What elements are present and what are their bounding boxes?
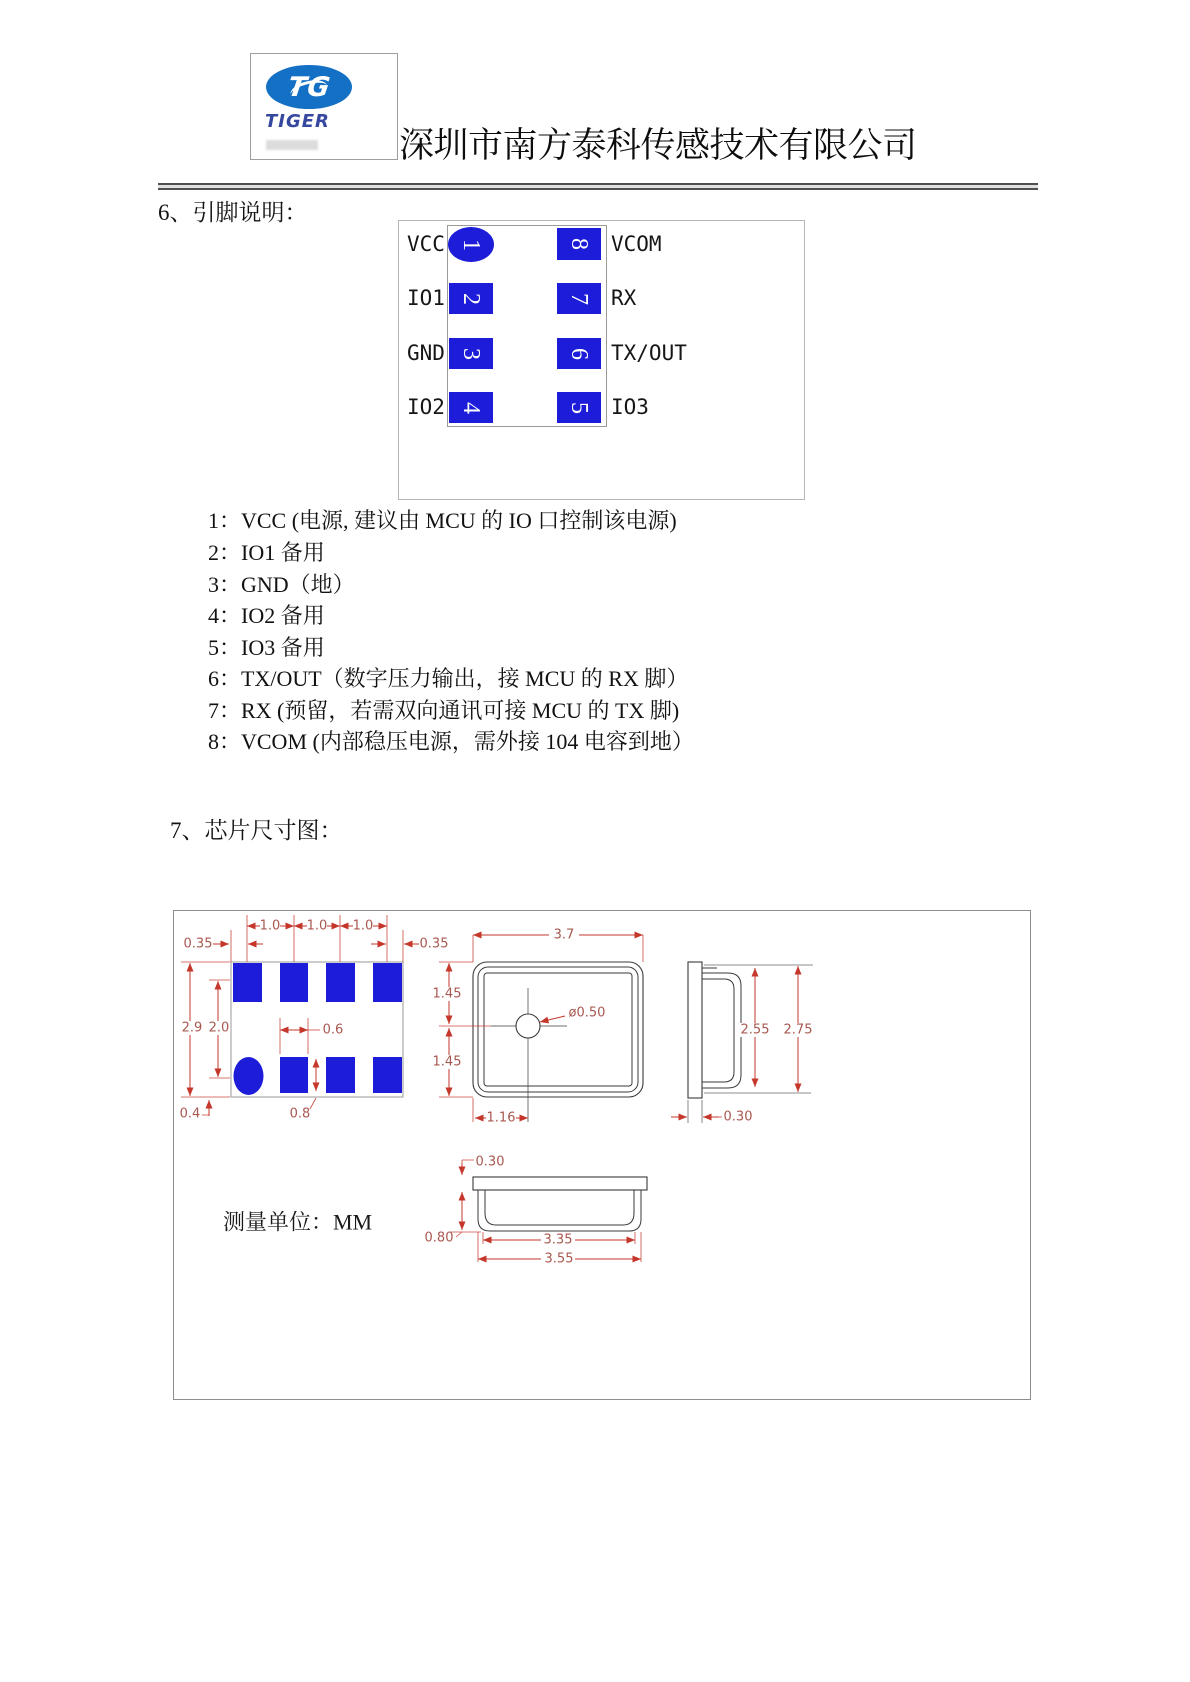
dim-front-lid: 0.30 xyxy=(475,1154,505,1170)
header-rule xyxy=(158,183,1038,190)
logo-brand-text: TIGER xyxy=(265,111,330,132)
land-pad xyxy=(326,963,355,1002)
dim-edge-right: 0.35 xyxy=(419,936,449,952)
land-pad xyxy=(373,963,402,1002)
chip-dimension-figure xyxy=(173,910,1031,1400)
pin-number: 8 xyxy=(566,238,592,250)
logo-smudge xyxy=(266,140,318,150)
dim-pitch-2: 1.0 xyxy=(306,918,328,934)
pin-label-io1: IO1 xyxy=(407,286,445,310)
dim-pitch-3: 1.0 xyxy=(352,918,374,934)
land-pad xyxy=(280,963,308,1002)
pin-number: 7 xyxy=(566,292,592,305)
pin-pad-2 xyxy=(449,283,493,314)
company-logo xyxy=(250,53,398,160)
dim-pitch-1: 1.0 xyxy=(259,918,281,934)
pin-desc-4: 4：IO2 备用 xyxy=(208,603,325,628)
dim-side-wall: 0.30 xyxy=(723,1109,753,1125)
pin-number: 2 xyxy=(458,292,484,305)
pin-number: 4 xyxy=(458,401,484,414)
logo-monogram: TG xyxy=(285,71,333,103)
pin-label-vcom: VCOM xyxy=(611,232,662,256)
pin-desc-1: 1：VCC (电源, 建议由 MCU 的 IO 口控制该电源) xyxy=(208,508,677,533)
measurement-unit-note: 测量单位：MM xyxy=(223,1209,373,1235)
pin-number: 5 xyxy=(566,401,592,414)
pin-label-io3: IO3 xyxy=(611,395,649,419)
dim-corner-offset: 0.4 xyxy=(179,1106,201,1122)
land-pad xyxy=(233,963,262,1002)
pin-pad-7 xyxy=(557,283,601,314)
land-pad xyxy=(373,1057,402,1093)
pin-label-txout: TX/OUT xyxy=(611,341,687,365)
pin-number: 1 xyxy=(458,238,484,251)
dim-front-inner-width: 3.35 xyxy=(543,1232,573,1248)
dim-height-inner: 2.0 xyxy=(208,1020,230,1036)
pinout-diagram xyxy=(398,220,805,500)
dim-top-width: 3.7 xyxy=(553,927,575,943)
section-6-title: 6、引脚说明： xyxy=(158,200,308,225)
pin-label-gnd: GND xyxy=(407,341,445,365)
pin-pad-1 xyxy=(448,227,494,262)
pin-pad-8 xyxy=(557,228,601,260)
pin-pad-6 xyxy=(557,338,601,369)
pin-desc-8: 8：VCOM (内部稳压电源，需外接 104 电容到地） xyxy=(208,729,694,754)
pin-label-io2: IO2 xyxy=(407,395,445,419)
pin-pad-4 xyxy=(449,392,493,423)
dim-pad-width: 0.6 xyxy=(322,1022,344,1038)
pin-desc-3: 3：GND（地） xyxy=(208,572,355,597)
dim-front-outer-width: 3.55 xyxy=(544,1251,574,1267)
pin-label-vcc: VCC xyxy=(407,232,445,256)
pin-pad-3 xyxy=(449,338,493,369)
pin-number: 6 xyxy=(566,347,592,360)
company-name: 深圳市南方泰科传感技术有限公司 xyxy=(399,126,917,165)
dim-top-upper: 1.45 xyxy=(432,986,462,1002)
pin-desc-7: 7：RX (预留，若需双向通讯可接 MCU 的 TX 脚) xyxy=(208,698,680,723)
dim-pad-height: 0.8 xyxy=(289,1106,311,1122)
dim-hole-offset: 1.16 xyxy=(486,1110,516,1126)
land-pad xyxy=(326,1057,355,1093)
land-pad-pin1 xyxy=(234,1057,264,1095)
pin-desc-5: 5：IO3 备用 xyxy=(208,635,325,660)
dim-side-inner-height: 2.55 xyxy=(740,1022,770,1038)
pin-label-rx: RX xyxy=(611,286,637,310)
dim-edge-left: 0.35 xyxy=(183,936,213,952)
vent-hole xyxy=(516,1014,540,1038)
pin-desc-2: 2：IO1 备用 xyxy=(208,540,325,565)
dim-hole-dia: ø0.50 xyxy=(568,1005,606,1021)
dim-top-lower: 1.45 xyxy=(432,1054,462,1070)
dim-side-outer-height: 2.75 xyxy=(783,1022,813,1038)
pin-pad-5 xyxy=(557,392,601,423)
logo-oval-icon xyxy=(266,65,352,109)
dim-height-outer: 2.9 xyxy=(181,1020,203,1036)
dim-front-body: 0.80 xyxy=(424,1230,454,1246)
land-pad xyxy=(280,1057,308,1093)
pin-number: 3 xyxy=(458,347,484,360)
section-7-title: 7、芯片尺寸图： xyxy=(170,818,343,843)
pin-desc-6: 6：TX/OUT（数字压力输出，接 MCU 的 RX 脚） xyxy=(208,666,689,691)
